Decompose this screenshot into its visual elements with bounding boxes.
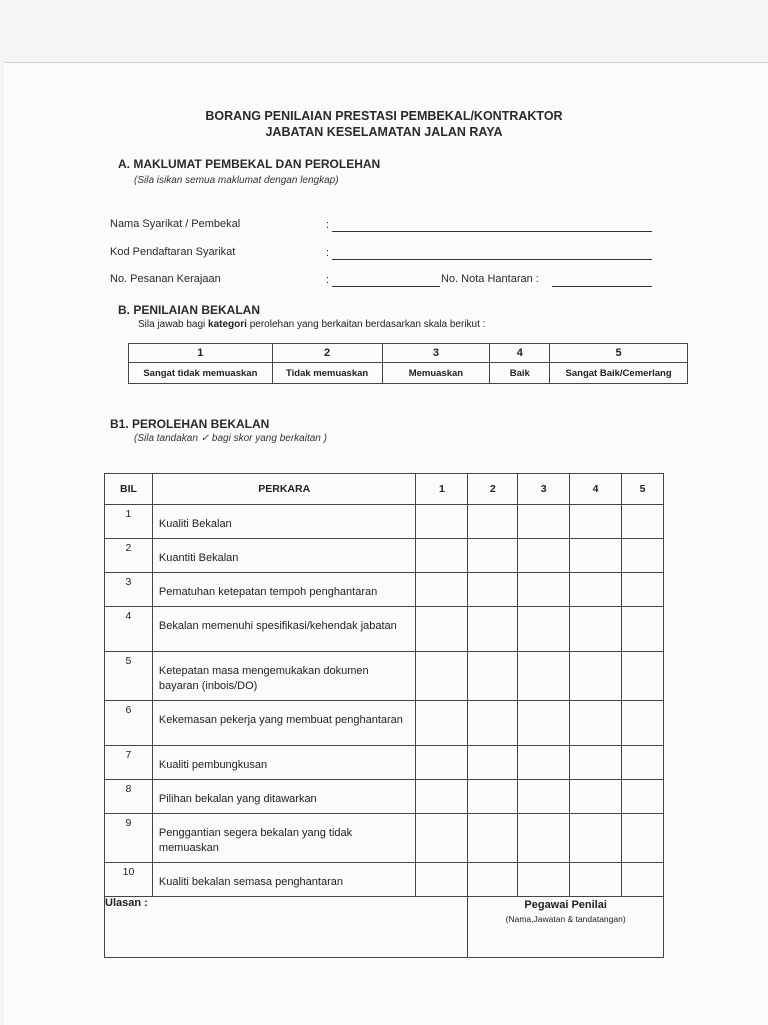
score-cell[interactable] [468,780,518,814]
score-cell[interactable] [518,701,570,746]
score-cell[interactable] [518,863,570,897]
row-bil: 7 [105,746,153,780]
row-perkara: Kualiti Bekalan [152,505,416,539]
row-perkara: Kualiti bekalan semasa penghantaran [152,863,416,897]
score-cell[interactable] [622,701,664,746]
score-cell[interactable] [570,652,622,701]
column-header-perkara: PERKARA [152,474,416,505]
score-cell[interactable] [570,701,622,746]
score-cell[interactable] [622,607,664,652]
score-cell[interactable] [570,814,622,863]
scale-score: 3 [382,344,490,363]
score-cell[interactable] [416,863,468,897]
ulasan-row [105,897,664,958]
form-page [4,62,768,1025]
row-perkara: Bekalan memenuhi spesifikasi/kehendak jabatan [152,607,416,652]
score-cell[interactable] [518,780,570,814]
score-cell[interactable] [518,505,570,539]
field-colon: : [326,247,330,259]
table-row [105,505,664,539]
score-cell[interactable] [468,607,518,652]
form-title-line2: JABATAN KESELAMATAN JALAN RAYA [265,125,503,139]
score-cell[interactable] [468,701,518,746]
score-cell[interactable] [622,505,664,539]
section-b-instruction: Sila jawab bagi kategori perolehan yang berkaitan berdasarkan skala berikut : [138,319,486,330]
score-cell[interactable] [416,573,468,607]
score-cell[interactable] [416,701,468,746]
row-bil: 4 [105,607,153,652]
section-b-heading: B. PENILAIAN BEKALAN [118,303,261,317]
score-cell[interactable] [518,814,570,863]
field-line-nama-syarikat[interactable] [332,231,652,232]
scale-score: 1 [129,344,273,363]
score-cell[interactable] [622,814,664,863]
score-cell[interactable] [518,746,570,780]
score-cell[interactable] [416,780,468,814]
rating-scale-table [128,343,688,384]
field-line-nota-hantaran[interactable] [552,286,652,287]
scale-label: Memuaskan [382,363,490,384]
score-cell[interactable] [468,573,518,607]
row-bil: 2 [105,539,153,573]
table-row [105,607,664,652]
score-cell[interactable] [570,539,622,573]
score-cell[interactable] [468,863,518,897]
table-row [105,701,664,746]
scale-score: 4 [490,344,550,363]
scale-label: Tidak memuaskan [272,363,382,384]
score-cell[interactable] [570,780,622,814]
score-cell[interactable] [570,573,622,607]
table-row [105,814,664,863]
row-perkara: Kekemasan pekerja yang membuat penghantaran [152,701,416,746]
field-label-nama-syarikat: Nama Syarikat / Pembekal [110,218,241,230]
field-label-pesanan-kerajaan: No. Pesanan Kerajaan [110,273,221,285]
column-header-score: 3 [518,474,570,505]
column-header-score: 4 [570,474,622,505]
score-cell[interactable] [416,607,468,652]
row-perkara: Kualiti pembungkusan [152,746,416,780]
score-cell[interactable] [622,652,664,701]
column-header-score: 1 [416,474,468,505]
row-perkara: Kuantiti Bekalan [152,539,416,573]
score-cell[interactable] [468,539,518,573]
score-cell[interactable] [416,746,468,780]
row-perkara: Penggantian segera bekalan yang tidak memuaskan [152,814,416,863]
score-cell[interactable] [518,652,570,701]
field-line-kod-pendaftaran[interactable] [332,259,652,260]
row-bil: 10 [105,863,153,897]
field-label-kod-pendaftaran: Kod Pendaftaran Syarikat [110,246,236,258]
table-row [105,539,664,573]
field-label-nota-hantaran: No. Nota Hantaran : [441,273,539,285]
score-cell[interactable] [416,539,468,573]
score-cell[interactable] [622,746,664,780]
row-bil: 3 [105,573,153,607]
score-cell[interactable] [468,814,518,863]
section-a-heading: A. MAKLUMAT PEMBEKAL DAN PEROLEHAN [118,157,381,171]
scale-score: 5 [550,344,688,363]
score-cell[interactable] [570,863,622,897]
score-cell[interactable] [416,814,468,863]
score-cell[interactable] [518,573,570,607]
row-bil: 1 [105,505,153,539]
score-cell[interactable] [468,505,518,539]
pegawai-penilai-subtitle: (Nama,Jawatan & tandatangan) [505,914,626,924]
row-perkara: Ketepatan masa mengemukakan dokumen bayaran (inbois/DO) [152,652,416,701]
form-title-line1: BORANG PENILAIAN PRESTASI PEMBEKAL/KONTRAKTOR [205,109,563,123]
ulasan-label: Ulasan : [105,897,148,909]
score-cell[interactable] [416,505,468,539]
column-header-score: 5 [622,474,664,505]
field-colon: : [326,274,330,286]
scale-label: Baik [490,363,550,384]
table-row [105,573,664,607]
score-cell[interactable] [570,505,622,539]
score-cell[interactable] [570,746,622,780]
score-cell[interactable] [468,746,518,780]
score-cell[interactable] [518,539,570,573]
section-b1-note: (Sila tandakan ✓ bagi skor yang berkaitan ) [134,433,327,444]
score-cell[interactable] [518,607,570,652]
score-cell[interactable] [622,780,664,814]
scale-label: Sangat tidak memuaskan [129,363,273,384]
score-cell[interactable] [622,539,664,573]
column-header-bil: BIL [105,474,153,505]
table-row [105,863,664,897]
section-b1-heading: B1. PEROLEHAN BEKALAN [110,417,270,431]
score-cell[interactable] [622,863,664,897]
scale-label: Sangat Baik/Cemerlang [550,363,688,384]
pegawai-penilai-title: Pegawai Penilai [524,899,607,911]
section-a-note: (Sila isikan semua maklumat dengan lengkap) [134,175,339,186]
scale-score: 2 [272,344,382,363]
row-bil: 5 [105,652,153,701]
row-bil: 9 [105,814,153,863]
ulasan-cell[interactable] [105,897,468,958]
table-row [105,746,664,780]
field-line-pesanan-kerajaan[interactable] [332,286,440,287]
score-cell[interactable] [622,573,664,607]
score-cell[interactable] [416,652,468,701]
row-bil: 6 [105,701,153,746]
field-colon: : [326,219,330,231]
column-header-score: 2 [468,474,518,505]
table-row [105,780,664,814]
score-cell[interactable] [570,607,622,652]
evaluation-table [104,473,664,958]
pegawai-penilai-cell[interactable] [468,897,664,958]
row-perkara: Pilihan bekalan yang ditawarkan [152,780,416,814]
table-row [105,652,664,701]
row-bil: 8 [105,780,153,814]
score-cell[interactable] [468,652,518,701]
row-perkara: Pematuhan ketepatan tempoh penghantaran [152,573,416,607]
checkmark-icon: ✓ [200,433,210,444]
